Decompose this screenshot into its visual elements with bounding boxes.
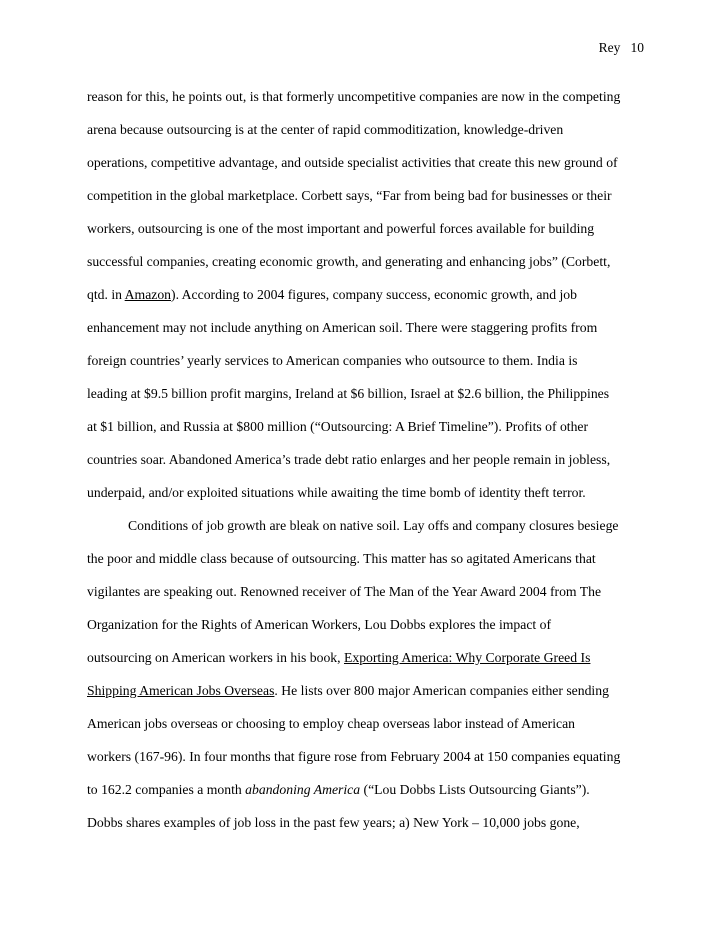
page-number: 10 <box>630 40 644 55</box>
text-line: operations, competitive advantage, and outside specialist activities that create this new ground of <box>87 155 618 170</box>
book-title-underlined: Shipping American Jobs Overseas <box>87 683 275 698</box>
text-line: reason for this, he points out, is that formerly uncompetitive companies are now in the competing <box>87 89 621 104</box>
text-line: countries soar. Abandoned America’s trade debt ratio enlarges and her people remain in jobless, <box>87 452 611 467</box>
text-line: qtd. in Amazon). According to 2004 figures, company success, economic growth, and job <box>87 287 577 302</box>
text-line: Shipping American Jobs Overseas. He lists over 800 major American companies either sending <box>87 683 609 698</box>
text-line: arena because outsourcing is at the center of rapid commoditization, knowledge-driven <box>87 122 564 137</box>
text-line: American jobs overseas or choosing to employ cheap overseas labor instead of American <box>87 716 576 731</box>
text-line: to 162.2 companies a month abandoning America (“Lou Dobbs Lists Outsourcing Giants”). <box>87 782 590 797</box>
header-author: Rey <box>598 40 621 55</box>
text-line: workers (167-96). In four months that figure rose from February 2004 at 150 companies equating <box>87 749 621 764</box>
text-line: Organization for the Rights of American Workers, Lou Dobbs explores the impact of <box>87 617 552 632</box>
text-line: successful companies, creating economic growth, and generating and enhancing jobs” (Corbett, <box>87 254 611 269</box>
running-head <box>599 40 644 56</box>
paragraph-start-line: Conditions of job growth are bleak on native soil. Lay offs and company closures besiege <box>128 518 619 533</box>
text-line: the poor and middle class because of outsourcing. This matter has so agitated Americans that <box>87 551 596 566</box>
text-line: foreign countries’ yearly services to American companies who outsource to them. India is <box>87 353 578 368</box>
book-title-underlined: Exporting America: Why Corporate Greed Is <box>343 650 591 665</box>
text-line: at $1 billion, and Russia at $800 million (“Outsourcing: A Brief Timeline”). Profits of other <box>87 419 589 434</box>
text-line: competition in the global marketplace. Corbett says, “Far from being bad for businesses or their <box>87 188 612 203</box>
text-line: workers, outsourcing is one of the most important and powerful forces available for building <box>87 221 595 236</box>
text-line: Dobbs shares examples of job loss in the past few years; a) New York – 10,000 jobs gone, <box>87 815 580 830</box>
text-line: enhancement may not include anything on American soil. There were staggering profits from <box>87 320 598 335</box>
text-line: outsourcing on American workers in his book, Exporting America: Why Corporate Greed Is <box>87 650 591 665</box>
text-line: vigilantes are speaking out. Renowned receiver of The Man of the Year Award 2004 from The <box>87 584 602 599</box>
text-line: leading at $9.5 billion profit margins, Ireland at $6 billion, Israel at $2.6 billion, the Philippines <box>87 386 610 401</box>
amazon-citation-link[interactable]: Amazon <box>124 287 172 302</box>
body-text <box>87 89 647 848</box>
italic-phrase: abandoning America <box>245 782 361 797</box>
text-line: underpaid, and/or exploited situations while awaiting the time bomb of identity theft terror. <box>87 485 586 500</box>
